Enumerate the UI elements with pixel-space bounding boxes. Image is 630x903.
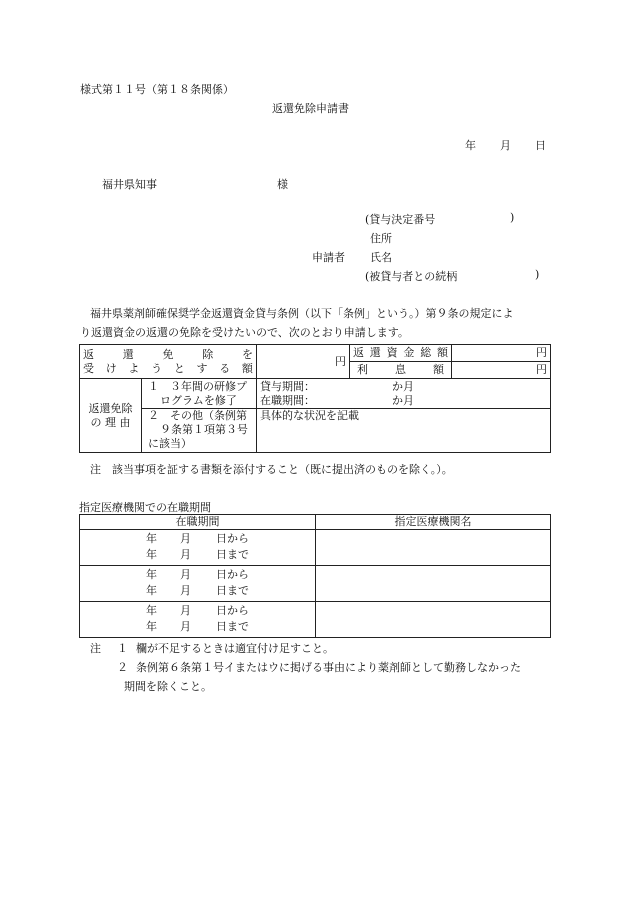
institution-cell[interactable] [316,602,551,638]
relation-open: (被貸与者との続柄 [365,270,458,283]
applicant-label: 申請者 [312,251,345,264]
exemption-table [79,344,551,453]
reason-2-detail[interactable]: 具体的な状況を記載 [257,409,551,453]
footnote-2-number: ２ [117,661,128,674]
footnote-2-line-2: 期間を除くこと。 [124,680,212,693]
period-row [80,602,551,638]
period-cell[interactable]: 年 月 日から 年 月 日まで [80,566,316,602]
footnote-1-text: 欄が不足するときは適宜付け足すこと。 [136,642,334,655]
footnote-lead: 注 [90,642,101,655]
period-table [79,514,551,638]
footnote-1-number: １ [117,642,128,655]
loan-number-close: ) [510,211,515,224]
period-section-title: 指定医療機関での在職期間 [79,501,211,514]
addressee-name: 福井県知事 [102,178,157,191]
period-column-header: 在職期間 [80,515,316,530]
interest-input[interactable]: 円 [452,362,551,379]
institution-column-header: 指定医療機関名 [316,515,551,530]
total-amount-input[interactable]: 円 [452,345,551,362]
date-day-label: 日 [535,139,546,152]
exemption-amount-label: 返 還 免 除 を 受 け よ う と す る 額 [80,345,257,379]
reason-1-detail[interactable]: 貸与期間： 在職期間： か月 か月 [257,379,551,409]
total-amount-label: 返 還 資 金 総 額 [350,345,452,362]
institution-cell[interactable] [316,530,551,566]
form-number: 様式第１１号（第１８条関係） [80,83,234,96]
period-cell[interactable]: 年 月 日から 年 月 日まで [80,602,316,638]
addressee-honorific: 様 [277,178,288,191]
employment-period-months: か月 [392,394,414,407]
footnote-2-line-1: 条例第６条第１号イまたはウに掲げる事由により薬剤師として勤務しなかった [136,661,521,674]
date-month-label: 月 [500,139,511,152]
intro-line-1: 福井県薬剤師確保奨学金返還資金貸与条例（以下「条例」という。）第９条の規定によ [90,307,514,320]
institution-cell[interactable] [316,566,551,602]
loan-number-open: (貸与決定番号 [365,213,436,226]
exemption-amount-input[interactable]: 円 [257,345,350,379]
applicant-name-label: 氏名 [370,251,392,264]
loan-period-months: か月 [392,380,414,393]
period-cell[interactable]: 年 月 日から 年 月 日まで [80,530,316,566]
attachment-note: 注 該当事項を証する書類を添付すること（既に提出済のものを除く。）。 [90,463,453,476]
relation-close: ) [535,268,540,281]
exemption-reason-label: 返還免除 の 理 由 [80,379,142,453]
applicant-address-label: 住所 [370,232,392,245]
interest-label: 利 息 額 [350,362,452,379]
reason-2-label: ２ その他（条例第 ９条第１項第３号 に該当） [142,409,257,453]
intro-line-2: り返還資金の返還の免除を受けたいので、次のとおり申請します。 [80,326,409,339]
document-title: 返還免除申請書 [272,102,349,115]
reason-1-label: １ ３年間の研修プ ログラムを修了 [142,379,257,409]
period-row [80,566,551,602]
period-row [80,530,551,566]
date-year-label: 年 [465,139,476,152]
